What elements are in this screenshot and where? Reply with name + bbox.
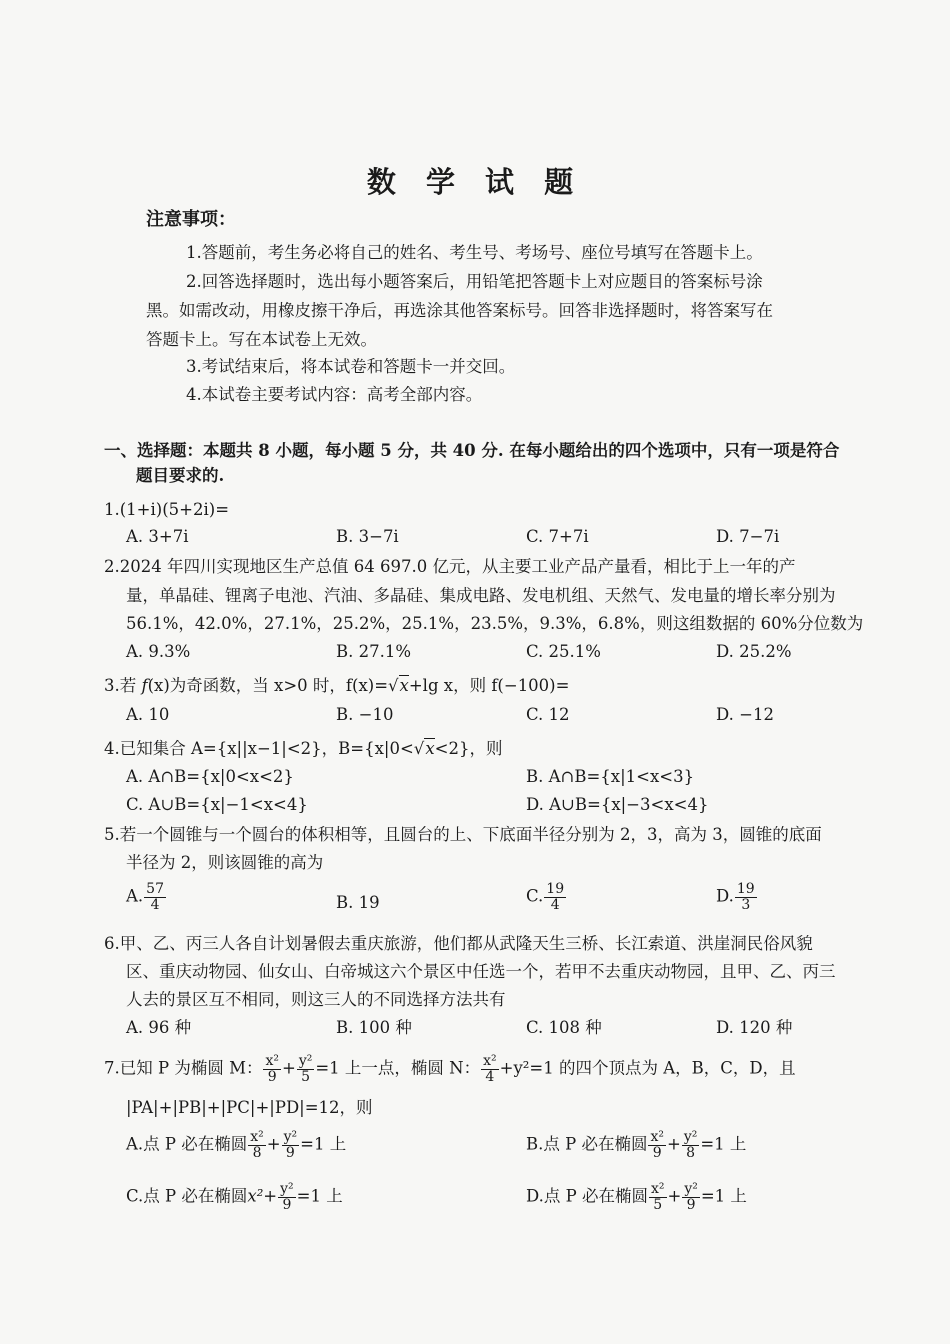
question-2-line: 56.1%，42.0%，27.1%，25.2%，25.1%，23.5%，9.3%，6.8%，则这组数据的 60%分位数为	[126, 614, 864, 633]
fraction	[248, 1130, 266, 1160]
q7-option-d	[526, 1182, 747, 1212]
numerator: x²	[265, 1053, 279, 1069]
q6-option-a: A. 96 种	[126, 1018, 192, 1037]
question-6-line: 6.甲、乙、丙三人各自计划暑假去重庆旅游，他们都从武隆天生三桥、长江索道、洪崖洞民俗风貌	[104, 934, 813, 953]
denominator: 5	[653, 1196, 663, 1213]
denominator: 3	[741, 896, 751, 913]
fraction	[682, 1182, 700, 1212]
numerator: 57	[146, 881, 164, 897]
q3-option-a: A. 10	[126, 705, 170, 724]
q3-text: 3.若	[104, 676, 142, 695]
plus-sign: +	[667, 1186, 682, 1206]
q4-text: <2}，则	[434, 739, 503, 758]
question-3-stem	[104, 676, 569, 697]
notice-line: 2.回答选择题时，选出每小题答案后，用铅笔把答题卡上对应题目的答案标号涂	[186, 272, 763, 291]
question-6-line: 人去的景区互不相同，则这三人的不同选择方法共有	[126, 990, 506, 1009]
fraction	[144, 882, 166, 912]
q4-option-d: D. A∪B={x|−3<x<4}	[526, 795, 709, 814]
question-5-line: 5.若一个圆锥与一个圆台的体积相等，且圆台的上、下底面半径分别为 2，3，高为 3，圆锥的底面	[104, 825, 822, 844]
page-title: 数 学 试 题	[366, 165, 584, 199]
question-2-line: 2.2024 年四川实现地区生产总值 64 697.0 亿元，从主要工业产品产量看，相比于上一年的产	[104, 557, 796, 576]
denominator: 9	[282, 1196, 292, 1213]
q7-option-c	[126, 1182, 343, 1212]
numerator: x²	[250, 1129, 264, 1145]
option-text: 点 P 必在椭圆	[543, 1134, 648, 1154]
option-text: =1 上	[700, 1186, 747, 1206]
numerator: 19	[736, 881, 755, 897]
fraction	[278, 1182, 296, 1212]
q7-text: 7.已知 P 为椭圆 M：	[104, 1058, 263, 1078]
option-math: x²+	[247, 1186, 278, 1206]
plus-sign: +	[282, 1058, 296, 1078]
option-text: =1 上	[700, 1134, 747, 1154]
fraction	[735, 882, 757, 912]
q3-text: +lg x，则 f(−100)=	[408, 676, 570, 695]
option-text: 点 P 必在椭圆	[143, 1186, 248, 1206]
q3-f: f	[141, 676, 148, 695]
option-letter: C.	[526, 886, 544, 906]
fraction	[649, 1182, 667, 1212]
q3-sqrt-x: x	[399, 676, 409, 695]
option-letter: C.	[126, 1186, 144, 1206]
q6-option-b: B. 100 种	[336, 1018, 412, 1037]
q7-option-a	[126, 1130, 346, 1160]
q4-option-a: A. A∩B={x|0<x<2}	[126, 767, 294, 786]
numerator: x²	[650, 1181, 665, 1197]
denominator: 5	[301, 1068, 311, 1085]
fraction	[282, 1130, 300, 1160]
q4-sqrt-x: x	[425, 739, 435, 758]
q5-option-a	[126, 882, 167, 912]
option-text: =1 上	[296, 1186, 343, 1206]
question-4-stem	[104, 739, 502, 760]
numerator: 19	[546, 881, 565, 897]
option-letter: B.	[526, 1134, 544, 1154]
question-2-line: 量，单晶硅、锂离子电池、汽油、多晶硅、集成电路、发电机组、天然气、发电量的增长率分别为	[126, 586, 836, 605]
denominator: 4	[485, 1068, 495, 1085]
option-text: 点 P 必在椭圆	[143, 1134, 248, 1154]
q2-option-a: A. 9.3%	[126, 642, 191, 661]
q4-option-c: C. A∪B={x|−1<x<4}	[126, 795, 308, 814]
denominator: 8	[252, 1144, 262, 1161]
denominator: 9	[267, 1068, 277, 1085]
numerator: y²	[280, 1181, 294, 1197]
question-1-stem: 1.(1+i)(5+2i)=	[104, 500, 230, 519]
q2-option-d: D. 25.2%	[716, 642, 792, 661]
plus-sign: +	[666, 1134, 681, 1154]
numerator: y²	[283, 1129, 298, 1145]
sqrt-symbol: √	[413, 739, 425, 758]
fraction	[263, 1054, 281, 1084]
denominator: 8	[686, 1144, 696, 1161]
notice-line: 答题卡上。写在本试卷上无效。	[146, 330, 377, 349]
option-letter: A.	[126, 1134, 144, 1154]
q3-option-d: D. −12	[716, 705, 774, 724]
fraction	[481, 1054, 499, 1084]
denominator: 9	[285, 1144, 295, 1161]
q2-option-c: C. 25.1%	[526, 642, 601, 661]
notice-heading: 注意事项：	[146, 209, 236, 230]
q5-option-d	[716, 882, 758, 912]
q5-option-c	[526, 882, 567, 912]
q3-option-c: C. 12	[526, 705, 570, 724]
q1-option-d: D. 7−7i	[716, 527, 780, 546]
q5-option-b: B. 19	[336, 893, 380, 912]
section-heading-line: 一、选择题：本题共 8 小题，每小题 5 分，共 40 分. 在每小题给出的四个选项中，只有一项是符合	[104, 441, 840, 460]
option-text: =1 上	[300, 1134, 347, 1154]
denominator: 9	[652, 1144, 662, 1161]
plus-sign: +	[266, 1134, 281, 1154]
notice-line: 黑。如需改动，用橡皮擦干净后，再选涂其他答案标号。回答非选择题时，将答案写在	[146, 301, 773, 320]
sqrt-symbol: √	[388, 676, 399, 695]
q3-text: (x)为奇函数，当 x>0 时，f(x)=	[147, 676, 389, 695]
fraction	[544, 882, 566, 912]
notice-line: 4.本试卷主要考试内容：高考全部内容。	[186, 385, 483, 404]
q6-option-d: D. 120 种	[716, 1018, 793, 1037]
denominator: 9	[686, 1196, 696, 1213]
fraction	[682, 1130, 700, 1160]
question-7-stem	[104, 1054, 796, 1084]
fraction	[297, 1054, 315, 1084]
section-heading	[104, 441, 894, 486]
q2-option-b: B. 27.1%	[336, 642, 412, 661]
fraction	[648, 1130, 666, 1160]
numerator: y²	[684, 1181, 698, 1197]
q7-option-b	[526, 1130, 746, 1160]
q4-text: 4.已知集合 A={x||x−1|<2}，B={x|0<	[104, 739, 414, 758]
question-6-line: 区、重庆动物园、仙女山、白帝城这六个景区中任选一个，若甲不去重庆动物园，且甲、乙、丙三	[126, 962, 836, 981]
option-letter: D.	[716, 886, 734, 906]
denominator: 4	[150, 896, 160, 913]
option-text: 点 P 必在椭圆	[543, 1186, 648, 1206]
q1-option-b: B. 3−7i	[336, 527, 399, 546]
option-letter: D.	[526, 1186, 544, 1206]
q4-option-b: B. A∩B={x|1<x<3}	[526, 767, 695, 786]
notice-line: 1.答题前，考生务必将自己的姓名、考生号、考场号、座位号填写在答题卡上。	[186, 243, 763, 262]
q1-option-c: C. 7+7i	[526, 527, 589, 546]
numerator: y²	[683, 1129, 698, 1145]
q7-text: +y²=1 的四个顶点为 A，B，C，D，且	[499, 1058, 796, 1078]
numerator: y²	[298, 1053, 313, 1069]
numerator: x²	[650, 1129, 664, 1145]
q6-option-c: C. 108 种	[526, 1018, 602, 1037]
q3-option-b: B. −10	[336, 705, 394, 724]
numerator: x²	[483, 1053, 497, 1069]
option-letter: A.	[126, 886, 144, 906]
q7-text: =1 上一点，椭圆 N：	[315, 1058, 481, 1078]
notice-line: 3.考试结束后，将本试卷和答题卡一并交回。	[186, 357, 516, 376]
question-5-line: 半径为 2，则该圆锥的高为	[126, 853, 324, 872]
q1-option-a: A. 3+7i	[126, 527, 189, 546]
question-7-line: |PA|+|PB|+|PC|+|PD|=12，则	[126, 1098, 373, 1117]
section-heading-line: 题目要求的.	[136, 465, 225, 485]
denominator: 4	[550, 896, 560, 913]
